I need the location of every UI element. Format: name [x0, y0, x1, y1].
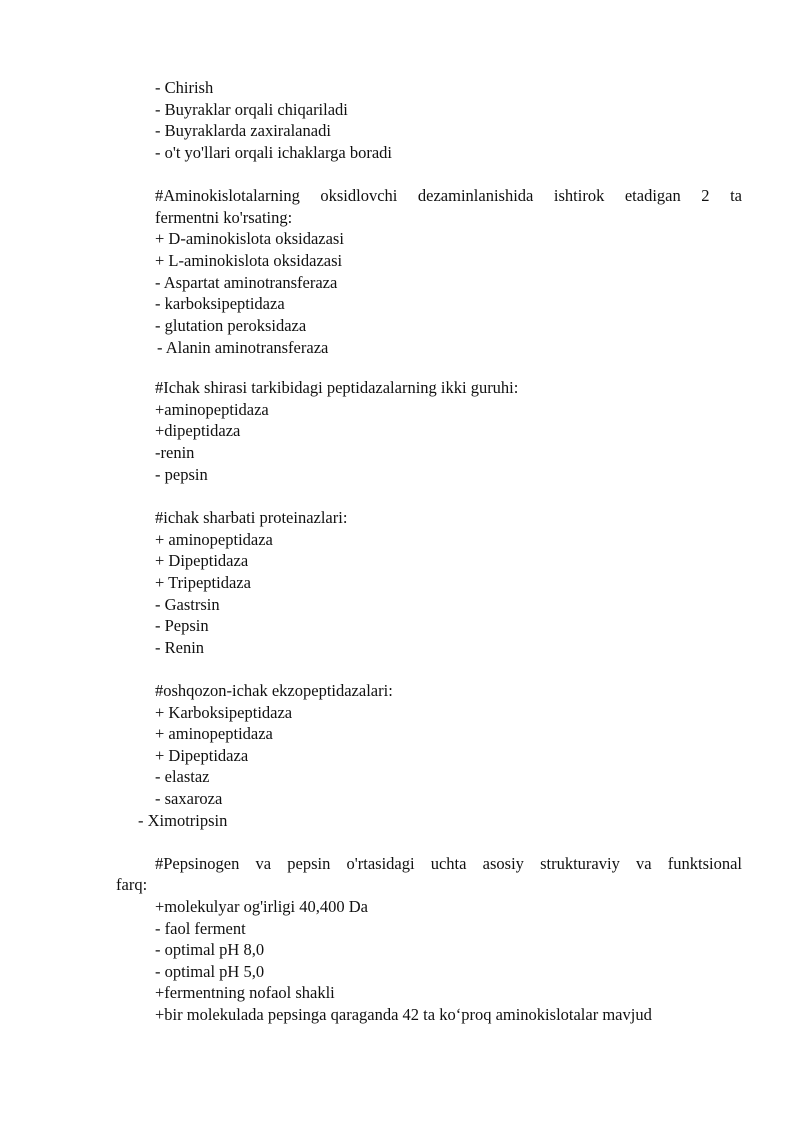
question-heading: #Ichak shirasi tarkibidagi peptidazalarning ikki guruhi:: [155, 378, 519, 397]
answer-option: - Pepsin: [155, 616, 209, 635]
answer-option: - elastaz: [155, 767, 210, 786]
answer-option: - Alanin aminotransferaza: [157, 338, 329, 357]
list-item: - o't yo'llari orqali ichaklarga boradi: [155, 143, 393, 162]
list-item: - Buyraklarda zaxiralanadi: [155, 121, 331, 140]
answer-option: +dipeptidaza: [155, 421, 241, 440]
answer-option: + Dipeptidaza: [155, 551, 249, 570]
question-heading-cont: fermentni ko'rsating:: [155, 208, 293, 227]
list-item: - Chirish: [155, 78, 214, 97]
list-item: - Buyraklar orqali chiqariladi: [155, 100, 348, 119]
answer-option: - Aspartat aminotransferaza: [155, 273, 338, 292]
question-heading: #Pepsinogen va pepsin o'rtasidagi uchta asosiy strukturaviy va funktsional: [155, 854, 742, 873]
answer-option: + Tripeptidaza: [155, 573, 251, 592]
answer-option: - optimal pH 8,0: [155, 940, 265, 959]
answer-option: +bir molekulada pepsinga qaraganda 42 ta ko‘proq aminokislotalar mavjud: [155, 1005, 652, 1024]
answer-option: + L-aminokislota oksidazasi: [155, 251, 343, 270]
answer-option: + Karboksipeptidaza: [155, 703, 293, 722]
answer-option: - pepsin: [155, 465, 208, 484]
answer-option: - karboksipeptidaza: [155, 294, 285, 313]
answer-option: - Renin: [155, 638, 205, 657]
answer-option: - Gastrsin: [155, 595, 220, 614]
question-heading: #ichak sharbati proteinazlari:: [155, 508, 348, 527]
answer-option: - saxaroza: [155, 789, 223, 808]
answer-option: +aminopeptidaza: [155, 400, 269, 419]
answer-option: + aminopeptidaza: [155, 724, 273, 743]
answer-option: +molekulyar og'irligi 40,400 Da: [155, 897, 368, 916]
answer-option: - glutation peroksidaza: [155, 316, 307, 335]
question-heading: #oshqozon-ichak ekzopeptidazalari:: [155, 681, 393, 700]
question-heading: #Aminokislotalarning oksidlovchi dezaminlanishida ishtirok etadigan 2 ta: [155, 186, 742, 205]
answer-option: + aminopeptidaza: [155, 530, 273, 549]
question-heading-cont: farq:: [116, 875, 148, 894]
answer-option: +fermentning nofaol shakli: [155, 983, 335, 1002]
answer-option: - faol ferment: [155, 919, 246, 938]
answer-option: - optimal pH 5,0: [155, 962, 265, 981]
answer-option: - Ximotripsin: [138, 811, 228, 830]
answer-option: + D-aminokislota oksidazasi: [155, 229, 344, 248]
answer-option: + Dipeptidaza: [155, 746, 249, 765]
answer-option: -renin: [155, 443, 195, 462]
